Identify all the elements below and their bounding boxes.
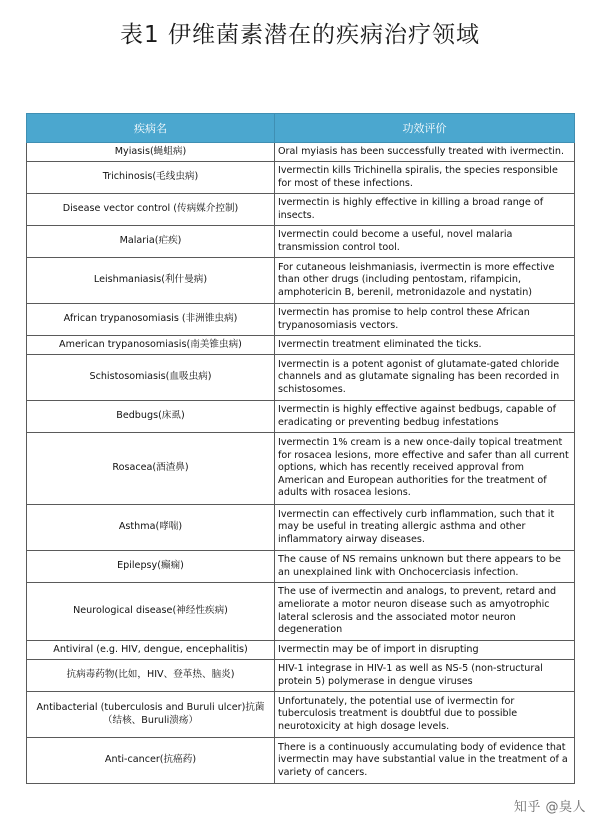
disease-name: Leishmaniasis(利什曼病) — [27, 258, 275, 304]
disease-name: Antiviral (e.g. HIV, dengue, encephalitis) — [27, 641, 275, 660]
table-row — [27, 401, 575, 433]
disease-name: Neurological disease(神经性疾病) — [27, 583, 275, 641]
efficacy-text: The use of ivermectin and analogs, to prevent, retard and ameliorate a motor neuron disease such as amyotrophic lateral sclerosis and the associated motor neuron degeneration — [275, 583, 575, 641]
efficacy-text: Unfortunately, the potential use of ivermectin for tuberculosis treatment is doubtful due to possible neurotoxicity at high dosage levels. — [275, 692, 575, 738]
disease-name: Bedbugs(床虱) — [27, 401, 275, 433]
disease-name: 抗病毒药物(比如，HIV、登革热、脑炎) — [27, 660, 275, 692]
disease-name: American trypanosomiasis(南美锥虫病) — [27, 336, 275, 355]
table-row — [27, 583, 575, 641]
efficacy-text: For cutaneous leishmaniasis, ivermectin is more effective than other drugs (including pentostam, rifampicin, amphotericin B, berenil, metronidazole and nystatin) — [275, 258, 575, 304]
disease-table-container — [26, 113, 574, 784]
efficacy-text: Ivermectin could become a useful, novel malaria transmission control tool. — [275, 226, 575, 258]
efficacy-text: Ivermectin can effectively curb inflammation, such that it may be useful in treating allergic asthma and other inflammatory airway diseases. — [275, 505, 575, 551]
disease-name: African trypanosomiasis (非洲锥虫病) — [27, 304, 275, 336]
disease-name: Antibacterial (tuberculosis and Buruli ulcer)抗菌（结核、Buruli溃疡） — [27, 692, 275, 738]
table-row — [27, 143, 575, 162]
table-row — [27, 162, 575, 194]
disease-name: Myiasis(蝇蛆病) — [27, 143, 275, 162]
disease-name: Schistosomiasis(血吸虫病) — [27, 355, 275, 401]
efficacy-text: Ivermectin has promise to help control these African trypanosomiasis vectors. — [275, 304, 575, 336]
table-row — [27, 660, 575, 692]
efficacy-text: HIV-1 integrase in HIV-1 as well as NS-5 (non-structural protein 5) polymerase in dengue viruses — [275, 660, 575, 692]
efficacy-text: Ivermectin is highly effective in killing a broad range of insects. — [275, 194, 575, 226]
efficacy-text: The cause of NS remains unknown but there appears to be an unexplained link with Onchocerciasis infection. — [275, 551, 575, 583]
disease-name: Malaria(疟疾) — [27, 226, 275, 258]
table-row — [27, 433, 575, 505]
table-row — [27, 304, 575, 336]
table-row — [27, 505, 575, 551]
disease-name: Rosacea(酒渣鼻) — [27, 433, 275, 505]
efficacy-text: Ivermectin may be of import in disrupting — [275, 641, 575, 660]
disease-name: Asthma(哮喘) — [27, 505, 275, 551]
efficacy-text: There is a continuously accumulating body of evidence that ivermectin may have substantial value in the treatment of a variety of cancers. — [275, 738, 575, 784]
table-row — [27, 551, 575, 583]
disease-name: Disease vector control (传病媒介控制) — [27, 194, 275, 226]
efficacy-text: Oral myiasis has been successfully treated with ivermectin. — [275, 143, 575, 162]
table-row — [27, 226, 575, 258]
table-row — [27, 194, 575, 226]
efficacy-text: Ivermectin kills Trichinella spiralis, the species responsible for most of these infections. — [275, 162, 575, 194]
disease-name: Anti-cancer(抗癌药) — [27, 738, 275, 784]
table-row — [27, 692, 575, 738]
table-row — [27, 355, 575, 401]
table-row — [27, 258, 575, 304]
efficacy-text: Ivermectin treatment eliminated the ticks. — [275, 336, 575, 355]
disease-name: Epilepsy(癫痫) — [27, 551, 275, 583]
table-header-row — [27, 114, 575, 143]
table-row — [27, 641, 575, 660]
table-row — [27, 738, 575, 784]
header-disease-name: 疾病名 — [27, 114, 275, 143]
efficacy-text: Ivermectin 1% cream is a new once-daily topical treatment for rosacea lesions, more effective and safer than all current options, which has recently received approval from American and European authorities for the treatment of adults with rosacea lesions. — [275, 433, 575, 505]
table-title: 表1 伊维菌素潜在的疾病治疗领域 — [120, 22, 480, 48]
zhihu-watermark: 知乎 @臭人 — [513, 800, 586, 815]
efficacy-text: Ivermectin is highly effective against bedbugs, capable of eradicating or preventing bedbug infestations — [275, 401, 575, 433]
header-efficacy: 功效评价 — [275, 114, 575, 143]
disease-name: Trichinosis(毛线虫病) — [27, 162, 275, 194]
efficacy-text: Ivermectin is a potent agonist of glutamate-gated chloride channels and as glutamate signaling has been recorded in schistosomes. — [275, 355, 575, 401]
table-row — [27, 336, 575, 355]
disease-table — [26, 113, 575, 784]
